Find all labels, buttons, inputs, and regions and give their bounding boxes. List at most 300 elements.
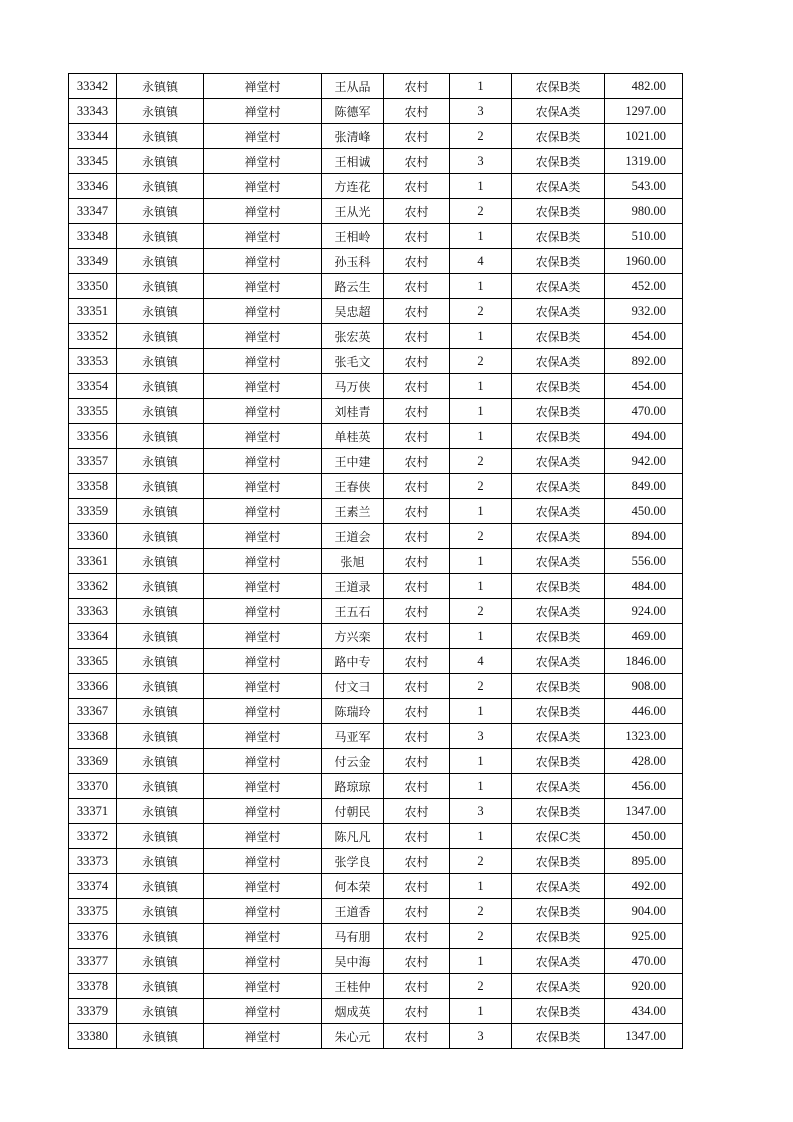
cell-record-id: 33361 <box>69 549 117 574</box>
cell-name: 王相岭 <box>322 224 384 249</box>
cell-area-type: 农村 <box>384 749 450 774</box>
cell-amount: 470.00 <box>605 949 683 974</box>
cell-amount: 932.00 <box>605 299 683 324</box>
cell-insurance-category: 农保B类 <box>512 424 605 449</box>
cell-insurance-category: 农保A类 <box>512 549 605 574</box>
cell-amount: 1347.00 <box>605 1024 683 1049</box>
cell-household-count: 2 <box>450 599 512 624</box>
cell-insurance-category: 农保A类 <box>512 99 605 124</box>
cell-name: 陈瑞玲 <box>322 699 384 724</box>
cell-name: 方兴栾 <box>322 624 384 649</box>
cell-record-id: 33376 <box>69 924 117 949</box>
cell-record-id: 33355 <box>69 399 117 424</box>
cell-insurance-category: 农保A类 <box>512 874 605 899</box>
cell-town: 永镇镇 <box>117 549 204 574</box>
cell-village: 禅堂村 <box>204 224 322 249</box>
cell-name: 何本荣 <box>322 874 384 899</box>
cell-area-type: 农村 <box>384 674 450 699</box>
cell-household-count: 3 <box>450 149 512 174</box>
cell-name: 张宏英 <box>322 324 384 349</box>
table-row <box>69 399 683 424</box>
cell-town: 永镇镇 <box>117 324 204 349</box>
cell-town: 永镇镇 <box>117 899 204 924</box>
cell-household-count: 2 <box>450 524 512 549</box>
table-row <box>69 924 683 949</box>
cell-record-id: 33377 <box>69 949 117 974</box>
table-row <box>69 449 683 474</box>
cell-name: 王春侠 <box>322 474 384 499</box>
cell-insurance-category: 农保A类 <box>512 599 605 624</box>
cell-town: 永镇镇 <box>117 449 204 474</box>
cell-village: 禅堂村 <box>204 499 322 524</box>
table-row <box>69 849 683 874</box>
cell-village: 禅堂村 <box>204 874 322 899</box>
table-row <box>69 649 683 674</box>
cell-name: 刘桂青 <box>322 399 384 424</box>
cell-area-type: 农村 <box>384 624 450 649</box>
cell-household-count: 1 <box>450 174 512 199</box>
cell-insurance-category: 农保A类 <box>512 449 605 474</box>
cell-household-count: 1 <box>450 324 512 349</box>
cell-area-type: 农村 <box>384 174 450 199</box>
cell-amount: 456.00 <box>605 774 683 799</box>
cell-area-type: 农村 <box>384 774 450 799</box>
table-body <box>69 74 683 1049</box>
cell-amount: 1319.00 <box>605 149 683 174</box>
cell-town: 永镇镇 <box>117 724 204 749</box>
cell-village: 禅堂村 <box>204 524 322 549</box>
cell-household-count: 3 <box>450 1024 512 1049</box>
cell-insurance-category: 农保B类 <box>512 1024 605 1049</box>
cell-area-type: 农村 <box>384 799 450 824</box>
cell-name: 王道录 <box>322 574 384 599</box>
cell-village: 禅堂村 <box>204 149 322 174</box>
cell-household-count: 2 <box>450 124 512 149</box>
cell-household-count: 4 <box>450 249 512 274</box>
cell-village: 禅堂村 <box>204 549 322 574</box>
table-row <box>69 224 683 249</box>
cell-household-count: 1 <box>450 549 512 574</box>
records-table <box>68 73 683 1049</box>
cell-area-type: 农村 <box>384 299 450 324</box>
cell-name: 马亚军 <box>322 724 384 749</box>
cell-village: 禅堂村 <box>204 774 322 799</box>
table-row <box>69 349 683 374</box>
cell-area-type: 农村 <box>384 1024 450 1049</box>
cell-record-id: 33343 <box>69 99 117 124</box>
table-row <box>69 249 683 274</box>
cell-town: 永镇镇 <box>117 949 204 974</box>
cell-village: 禅堂村 <box>204 799 322 824</box>
cell-amount: 452.00 <box>605 274 683 299</box>
cell-amount: 894.00 <box>605 524 683 549</box>
cell-household-count: 1 <box>450 699 512 724</box>
cell-insurance-category: 农保C类 <box>512 824 605 849</box>
cell-household-count: 2 <box>450 974 512 999</box>
table-row <box>69 749 683 774</box>
cell-name: 陈凡凡 <box>322 824 384 849</box>
cell-village: 禅堂村 <box>204 974 322 999</box>
cell-town: 永镇镇 <box>117 924 204 949</box>
cell-record-id: 33380 <box>69 1024 117 1049</box>
table-row <box>69 549 683 574</box>
table-row <box>69 1024 683 1049</box>
cell-area-type: 农村 <box>384 224 450 249</box>
cell-record-id: 33345 <box>69 149 117 174</box>
cell-record-id: 33352 <box>69 324 117 349</box>
cell-town: 永镇镇 <box>117 424 204 449</box>
cell-area-type: 农村 <box>384 474 450 499</box>
cell-name: 王相诚 <box>322 149 384 174</box>
cell-record-id: 33368 <box>69 724 117 749</box>
cell-household-count: 1 <box>450 624 512 649</box>
cell-town: 永镇镇 <box>117 824 204 849</box>
table-row <box>69 574 683 599</box>
cell-village: 禅堂村 <box>204 249 322 274</box>
cell-record-id: 33378 <box>69 974 117 999</box>
cell-insurance-category: 农保B类 <box>512 224 605 249</box>
table-row <box>69 524 683 549</box>
cell-record-id: 33373 <box>69 849 117 874</box>
table-row <box>69 724 683 749</box>
cell-town: 永镇镇 <box>117 874 204 899</box>
cell-record-id: 33367 <box>69 699 117 724</box>
cell-village: 禅堂村 <box>204 574 322 599</box>
cell-name: 付云金 <box>322 749 384 774</box>
cell-amount: 925.00 <box>605 924 683 949</box>
cell-record-id: 33372 <box>69 824 117 849</box>
cell-village: 禅堂村 <box>204 899 322 924</box>
cell-insurance-category: 农保A类 <box>512 299 605 324</box>
cell-name: 陈德军 <box>322 99 384 124</box>
cell-household-count: 1 <box>450 749 512 774</box>
cell-amount: 450.00 <box>605 824 683 849</box>
cell-amount: 428.00 <box>605 749 683 774</box>
cell-insurance-category: 农保B类 <box>512 899 605 924</box>
cell-insurance-category: 农保A类 <box>512 474 605 499</box>
cell-insurance-category: 农保B类 <box>512 74 605 99</box>
cell-village: 禅堂村 <box>204 724 322 749</box>
cell-name: 朱心元 <box>322 1024 384 1049</box>
cell-name: 付朝民 <box>322 799 384 824</box>
cell-name: 张学良 <box>322 849 384 874</box>
cell-town: 永镇镇 <box>117 999 204 1024</box>
cell-village: 禅堂村 <box>204 824 322 849</box>
cell-area-type: 农村 <box>384 949 450 974</box>
cell-area-type: 农村 <box>384 924 450 949</box>
cell-record-id: 33344 <box>69 124 117 149</box>
cell-area-type: 农村 <box>384 824 450 849</box>
cell-village: 禅堂村 <box>204 199 322 224</box>
cell-name: 张清峰 <box>322 124 384 149</box>
cell-town: 永镇镇 <box>117 249 204 274</box>
cell-record-id: 33356 <box>69 424 117 449</box>
cell-town: 永镇镇 <box>117 174 204 199</box>
cell-insurance-category: 农保B类 <box>512 624 605 649</box>
cell-name: 王素兰 <box>322 499 384 524</box>
cell-household-count: 2 <box>450 349 512 374</box>
cell-town: 永镇镇 <box>117 99 204 124</box>
cell-name: 王从光 <box>322 199 384 224</box>
cell-household-count: 1 <box>450 999 512 1024</box>
table-row <box>69 474 683 499</box>
cell-village: 禅堂村 <box>204 1024 322 1049</box>
cell-amount: 1846.00 <box>605 649 683 674</box>
cell-insurance-category: 农保B类 <box>512 574 605 599</box>
cell-insurance-category: 农保B类 <box>512 324 605 349</box>
cell-amount: 980.00 <box>605 199 683 224</box>
table-row <box>69 124 683 149</box>
cell-amount: 469.00 <box>605 624 683 649</box>
cell-amount: 1021.00 <box>605 124 683 149</box>
cell-amount: 849.00 <box>605 474 683 499</box>
table-row <box>69 699 683 724</box>
cell-amount: 434.00 <box>605 999 683 1024</box>
cell-area-type: 农村 <box>384 499 450 524</box>
cell-area-type: 农村 <box>384 124 450 149</box>
cell-town: 永镇镇 <box>117 649 204 674</box>
cell-record-id: 33359 <box>69 499 117 524</box>
cell-name: 王从品 <box>322 74 384 99</box>
cell-insurance-category: 农保B类 <box>512 999 605 1024</box>
cell-name: 王中建 <box>322 449 384 474</box>
cell-amount: 494.00 <box>605 424 683 449</box>
cell-record-id: 33353 <box>69 349 117 374</box>
cell-record-id: 33363 <box>69 599 117 624</box>
cell-area-type: 农村 <box>384 149 450 174</box>
cell-area-type: 农村 <box>384 849 450 874</box>
table-row <box>69 74 683 99</box>
cell-record-id: 33364 <box>69 624 117 649</box>
table-row <box>69 499 683 524</box>
cell-area-type: 农村 <box>384 899 450 924</box>
cell-household-count: 1 <box>450 399 512 424</box>
cell-village: 禅堂村 <box>204 124 322 149</box>
cell-name: 烟成英 <box>322 999 384 1024</box>
cell-town: 永镇镇 <box>117 974 204 999</box>
cell-record-id: 33350 <box>69 274 117 299</box>
cell-household-count: 1 <box>450 224 512 249</box>
cell-amount: 446.00 <box>605 699 683 724</box>
cell-amount: 470.00 <box>605 399 683 424</box>
cell-amount: 492.00 <box>605 874 683 899</box>
cell-amount: 942.00 <box>605 449 683 474</box>
cell-area-type: 农村 <box>384 449 450 474</box>
cell-town: 永镇镇 <box>117 749 204 774</box>
cell-amount: 454.00 <box>605 374 683 399</box>
cell-insurance-category: 农保A类 <box>512 499 605 524</box>
cell-amount: 1297.00 <box>605 99 683 124</box>
cell-insurance-category: 农保B类 <box>512 799 605 824</box>
table-row <box>69 974 683 999</box>
cell-household-count: 1 <box>450 499 512 524</box>
cell-town: 永镇镇 <box>117 149 204 174</box>
cell-amount: 908.00 <box>605 674 683 699</box>
cell-village: 禅堂村 <box>204 174 322 199</box>
cell-amount: 920.00 <box>605 974 683 999</box>
cell-village: 禅堂村 <box>204 599 322 624</box>
cell-area-type: 农村 <box>384 599 450 624</box>
cell-area-type: 农村 <box>384 399 450 424</box>
table-row <box>69 274 683 299</box>
cell-amount: 482.00 <box>605 74 683 99</box>
cell-area-type: 农村 <box>384 649 450 674</box>
cell-household-count: 2 <box>450 899 512 924</box>
cell-area-type: 农村 <box>384 549 450 574</box>
cell-village: 禅堂村 <box>204 399 322 424</box>
cell-insurance-category: 农保B类 <box>512 699 605 724</box>
cell-amount: 510.00 <box>605 224 683 249</box>
cell-town: 永镇镇 <box>117 699 204 724</box>
cell-area-type: 农村 <box>384 99 450 124</box>
cell-insurance-category: 农保A类 <box>512 974 605 999</box>
cell-household-count: 3 <box>450 99 512 124</box>
cell-village: 禅堂村 <box>204 949 322 974</box>
table-row <box>69 799 683 824</box>
table-row <box>69 624 683 649</box>
table-row <box>69 299 683 324</box>
cell-amount: 895.00 <box>605 849 683 874</box>
cell-area-type: 农村 <box>384 374 450 399</box>
cell-household-count: 1 <box>450 574 512 599</box>
cell-name: 吴中海 <box>322 949 384 974</box>
table-row <box>69 899 683 924</box>
cell-household-count: 2 <box>450 674 512 699</box>
cell-village: 禅堂村 <box>204 424 322 449</box>
cell-name: 马万侠 <box>322 374 384 399</box>
cell-insurance-category: 农保B类 <box>512 849 605 874</box>
cell-insurance-category: 农保A类 <box>512 349 605 374</box>
cell-area-type: 农村 <box>384 424 450 449</box>
table-row <box>69 324 683 349</box>
cell-record-id: 33349 <box>69 249 117 274</box>
cell-name: 孙玉科 <box>322 249 384 274</box>
cell-name: 付文彐 <box>322 674 384 699</box>
cell-village: 禅堂村 <box>204 374 322 399</box>
cell-village: 禅堂村 <box>204 674 322 699</box>
cell-area-type: 农村 <box>384 699 450 724</box>
cell-amount: 454.00 <box>605 324 683 349</box>
cell-town: 永镇镇 <box>117 474 204 499</box>
cell-insurance-category: 农保A类 <box>512 649 605 674</box>
table-row <box>69 824 683 849</box>
cell-amount: 450.00 <box>605 499 683 524</box>
cell-insurance-category: 农保B类 <box>512 149 605 174</box>
cell-household-count: 2 <box>450 924 512 949</box>
cell-household-count: 2 <box>450 849 512 874</box>
table-row <box>69 199 683 224</box>
cell-area-type: 农村 <box>384 724 450 749</box>
cell-record-id: 33347 <box>69 199 117 224</box>
cell-record-id: 33360 <box>69 524 117 549</box>
cell-record-id: 33369 <box>69 749 117 774</box>
cell-name: 吴忠超 <box>322 299 384 324</box>
cell-record-id: 33358 <box>69 474 117 499</box>
cell-name: 王桂仲 <box>322 974 384 999</box>
cell-town: 永镇镇 <box>117 399 204 424</box>
table-row <box>69 949 683 974</box>
cell-insurance-category: 农保B类 <box>512 399 605 424</box>
cell-area-type: 农村 <box>384 874 450 899</box>
cell-household-count: 2 <box>450 199 512 224</box>
table-row <box>69 774 683 799</box>
cell-amount: 1323.00 <box>605 724 683 749</box>
cell-household-count: 1 <box>450 874 512 899</box>
cell-insurance-category: 农保B类 <box>512 199 605 224</box>
cell-insurance-category: 农保B类 <box>512 749 605 774</box>
cell-area-type: 农村 <box>384 974 450 999</box>
table-row <box>69 599 683 624</box>
cell-insurance-category: 农保A类 <box>512 724 605 749</box>
cell-name: 路云生 <box>322 274 384 299</box>
cell-household-count: 2 <box>450 474 512 499</box>
cell-record-id: 33366 <box>69 674 117 699</box>
cell-town: 永镇镇 <box>117 574 204 599</box>
cell-town: 永镇镇 <box>117 224 204 249</box>
cell-town: 永镇镇 <box>117 774 204 799</box>
cell-insurance-category: 农保A类 <box>512 524 605 549</box>
cell-record-id: 33375 <box>69 899 117 924</box>
cell-household-count: 3 <box>450 799 512 824</box>
cell-household-count: 1 <box>450 774 512 799</box>
data-sheet <box>68 73 683 1049</box>
cell-town: 永镇镇 <box>117 799 204 824</box>
cell-record-id: 33357 <box>69 449 117 474</box>
cell-household-count: 1 <box>450 74 512 99</box>
cell-area-type: 农村 <box>384 324 450 349</box>
cell-village: 禅堂村 <box>204 649 322 674</box>
cell-record-id: 33379 <box>69 999 117 1024</box>
cell-amount: 543.00 <box>605 174 683 199</box>
cell-town: 永镇镇 <box>117 374 204 399</box>
cell-record-id: 33374 <box>69 874 117 899</box>
cell-record-id: 33346 <box>69 174 117 199</box>
cell-town: 永镇镇 <box>117 274 204 299</box>
cell-household-count: 1 <box>450 824 512 849</box>
cell-household-count: 2 <box>450 299 512 324</box>
cell-name: 张毛文 <box>322 349 384 374</box>
cell-village: 禅堂村 <box>204 449 322 474</box>
cell-name: 王道会 <box>322 524 384 549</box>
cell-town: 永镇镇 <box>117 299 204 324</box>
cell-household-count: 4 <box>450 649 512 674</box>
cell-village: 禅堂村 <box>204 624 322 649</box>
cell-insurance-category: 农保A类 <box>512 174 605 199</box>
cell-name: 王五石 <box>322 599 384 624</box>
cell-village: 禅堂村 <box>204 274 322 299</box>
table-row <box>69 149 683 174</box>
cell-record-id: 33370 <box>69 774 117 799</box>
cell-area-type: 农村 <box>384 274 450 299</box>
table-row <box>69 99 683 124</box>
cell-insurance-category: 农保B类 <box>512 124 605 149</box>
cell-town: 永镇镇 <box>117 524 204 549</box>
cell-amount: 1347.00 <box>605 799 683 824</box>
cell-town: 永镇镇 <box>117 674 204 699</box>
cell-household-count: 2 <box>450 449 512 474</box>
cell-village: 禅堂村 <box>204 349 322 374</box>
cell-town: 永镇镇 <box>117 849 204 874</box>
cell-village: 禅堂村 <box>204 474 322 499</box>
cell-village: 禅堂村 <box>204 299 322 324</box>
cell-town: 永镇镇 <box>117 624 204 649</box>
cell-village: 禅堂村 <box>204 74 322 99</box>
cell-insurance-category: 农保A类 <box>512 774 605 799</box>
table-row <box>69 424 683 449</box>
cell-amount: 924.00 <box>605 599 683 624</box>
cell-household-count: 1 <box>450 274 512 299</box>
cell-amount: 484.00 <box>605 574 683 599</box>
